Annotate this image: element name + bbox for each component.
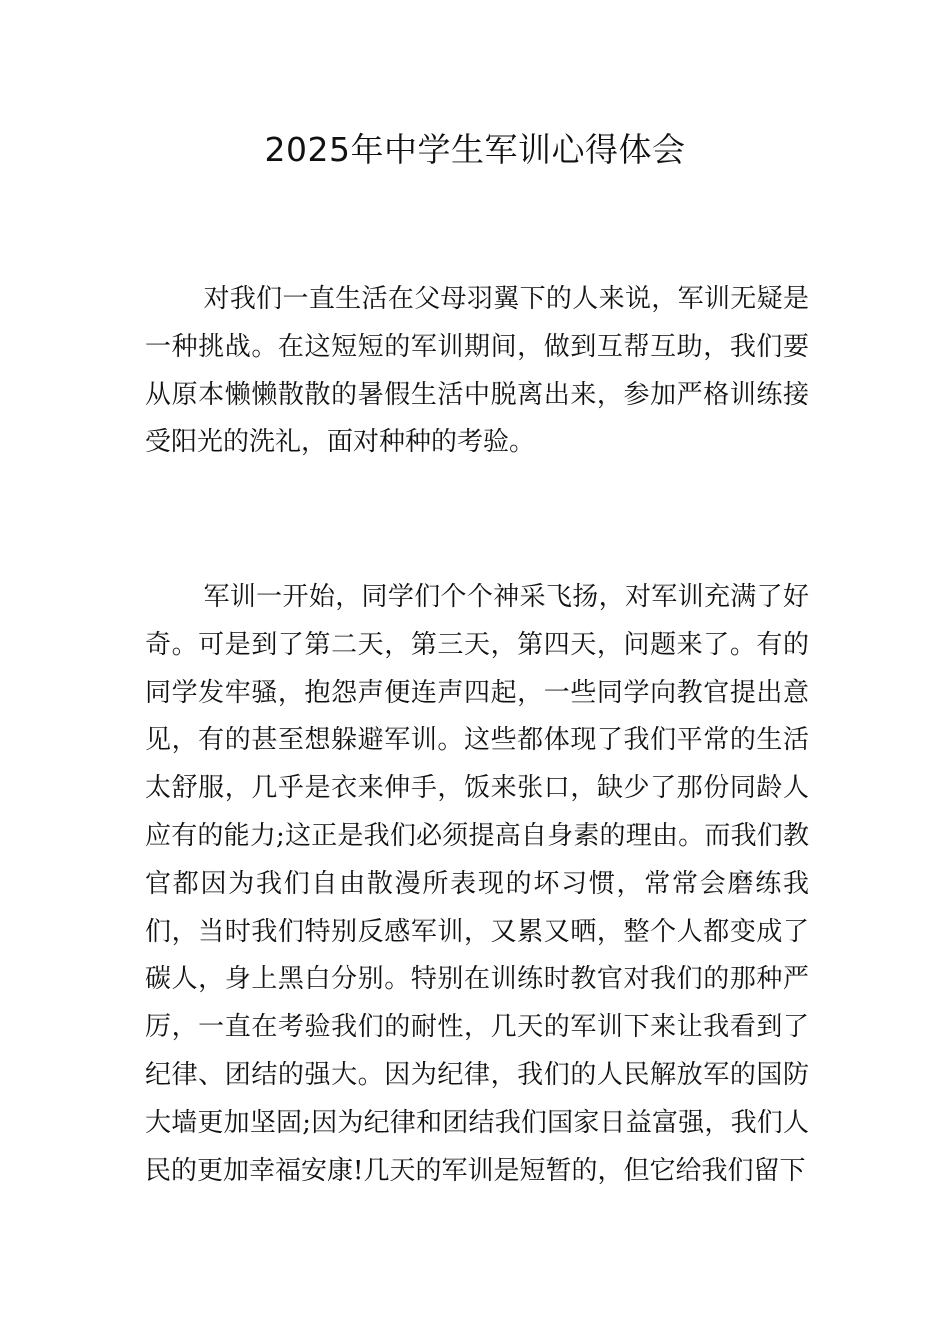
- document-title: 2025年中学生军训心得体会: [264, 130, 686, 169]
- paragraph-2: 军训一开始，同学们个个神采飞扬，对军训充满了好奇。可是到了第二天，第三天，第四天，问题来了。有的同学发牢骚，抱怨声便连声四起，一些同学向教官提出意见，有的甚至想躲避军训。这些都体现了我们平常的生活太舒服，几乎是衣来伸手，饭来张口，缺少了那份同龄人应有的能力;这正是我们必须提高自身素的理由。而我们教官都因为我们自由散漫所表现的坏习惯，常常会磨练我们，当时我们特别反感军训，又累又晒，整个人都变成了碳人，身上黑白分别。特别在训练时教官对我们的那种严厉，一直在考验我们的耐性，几天的军训下来让我看到了纪律、团结的强大。因为纪律，我们的人民解放军的国防大墙更加坚固;因为纪律和团结我们国家日益富强，我们人民的更加幸福安康!几天的军训是短暂的，但它给我们留下: [145, 582, 809, 1186]
- paragraph-1: 对我们一直生活在父母羽翼下的人来说，军训无疑是一种挑战。在这短短的军训期间，做到互帮互助，我们要从原本懒懒散散的暑假生活中脱离出来，参加严格训练接受阳光的洗礼，面对种种的考验。: [145, 284, 809, 458]
